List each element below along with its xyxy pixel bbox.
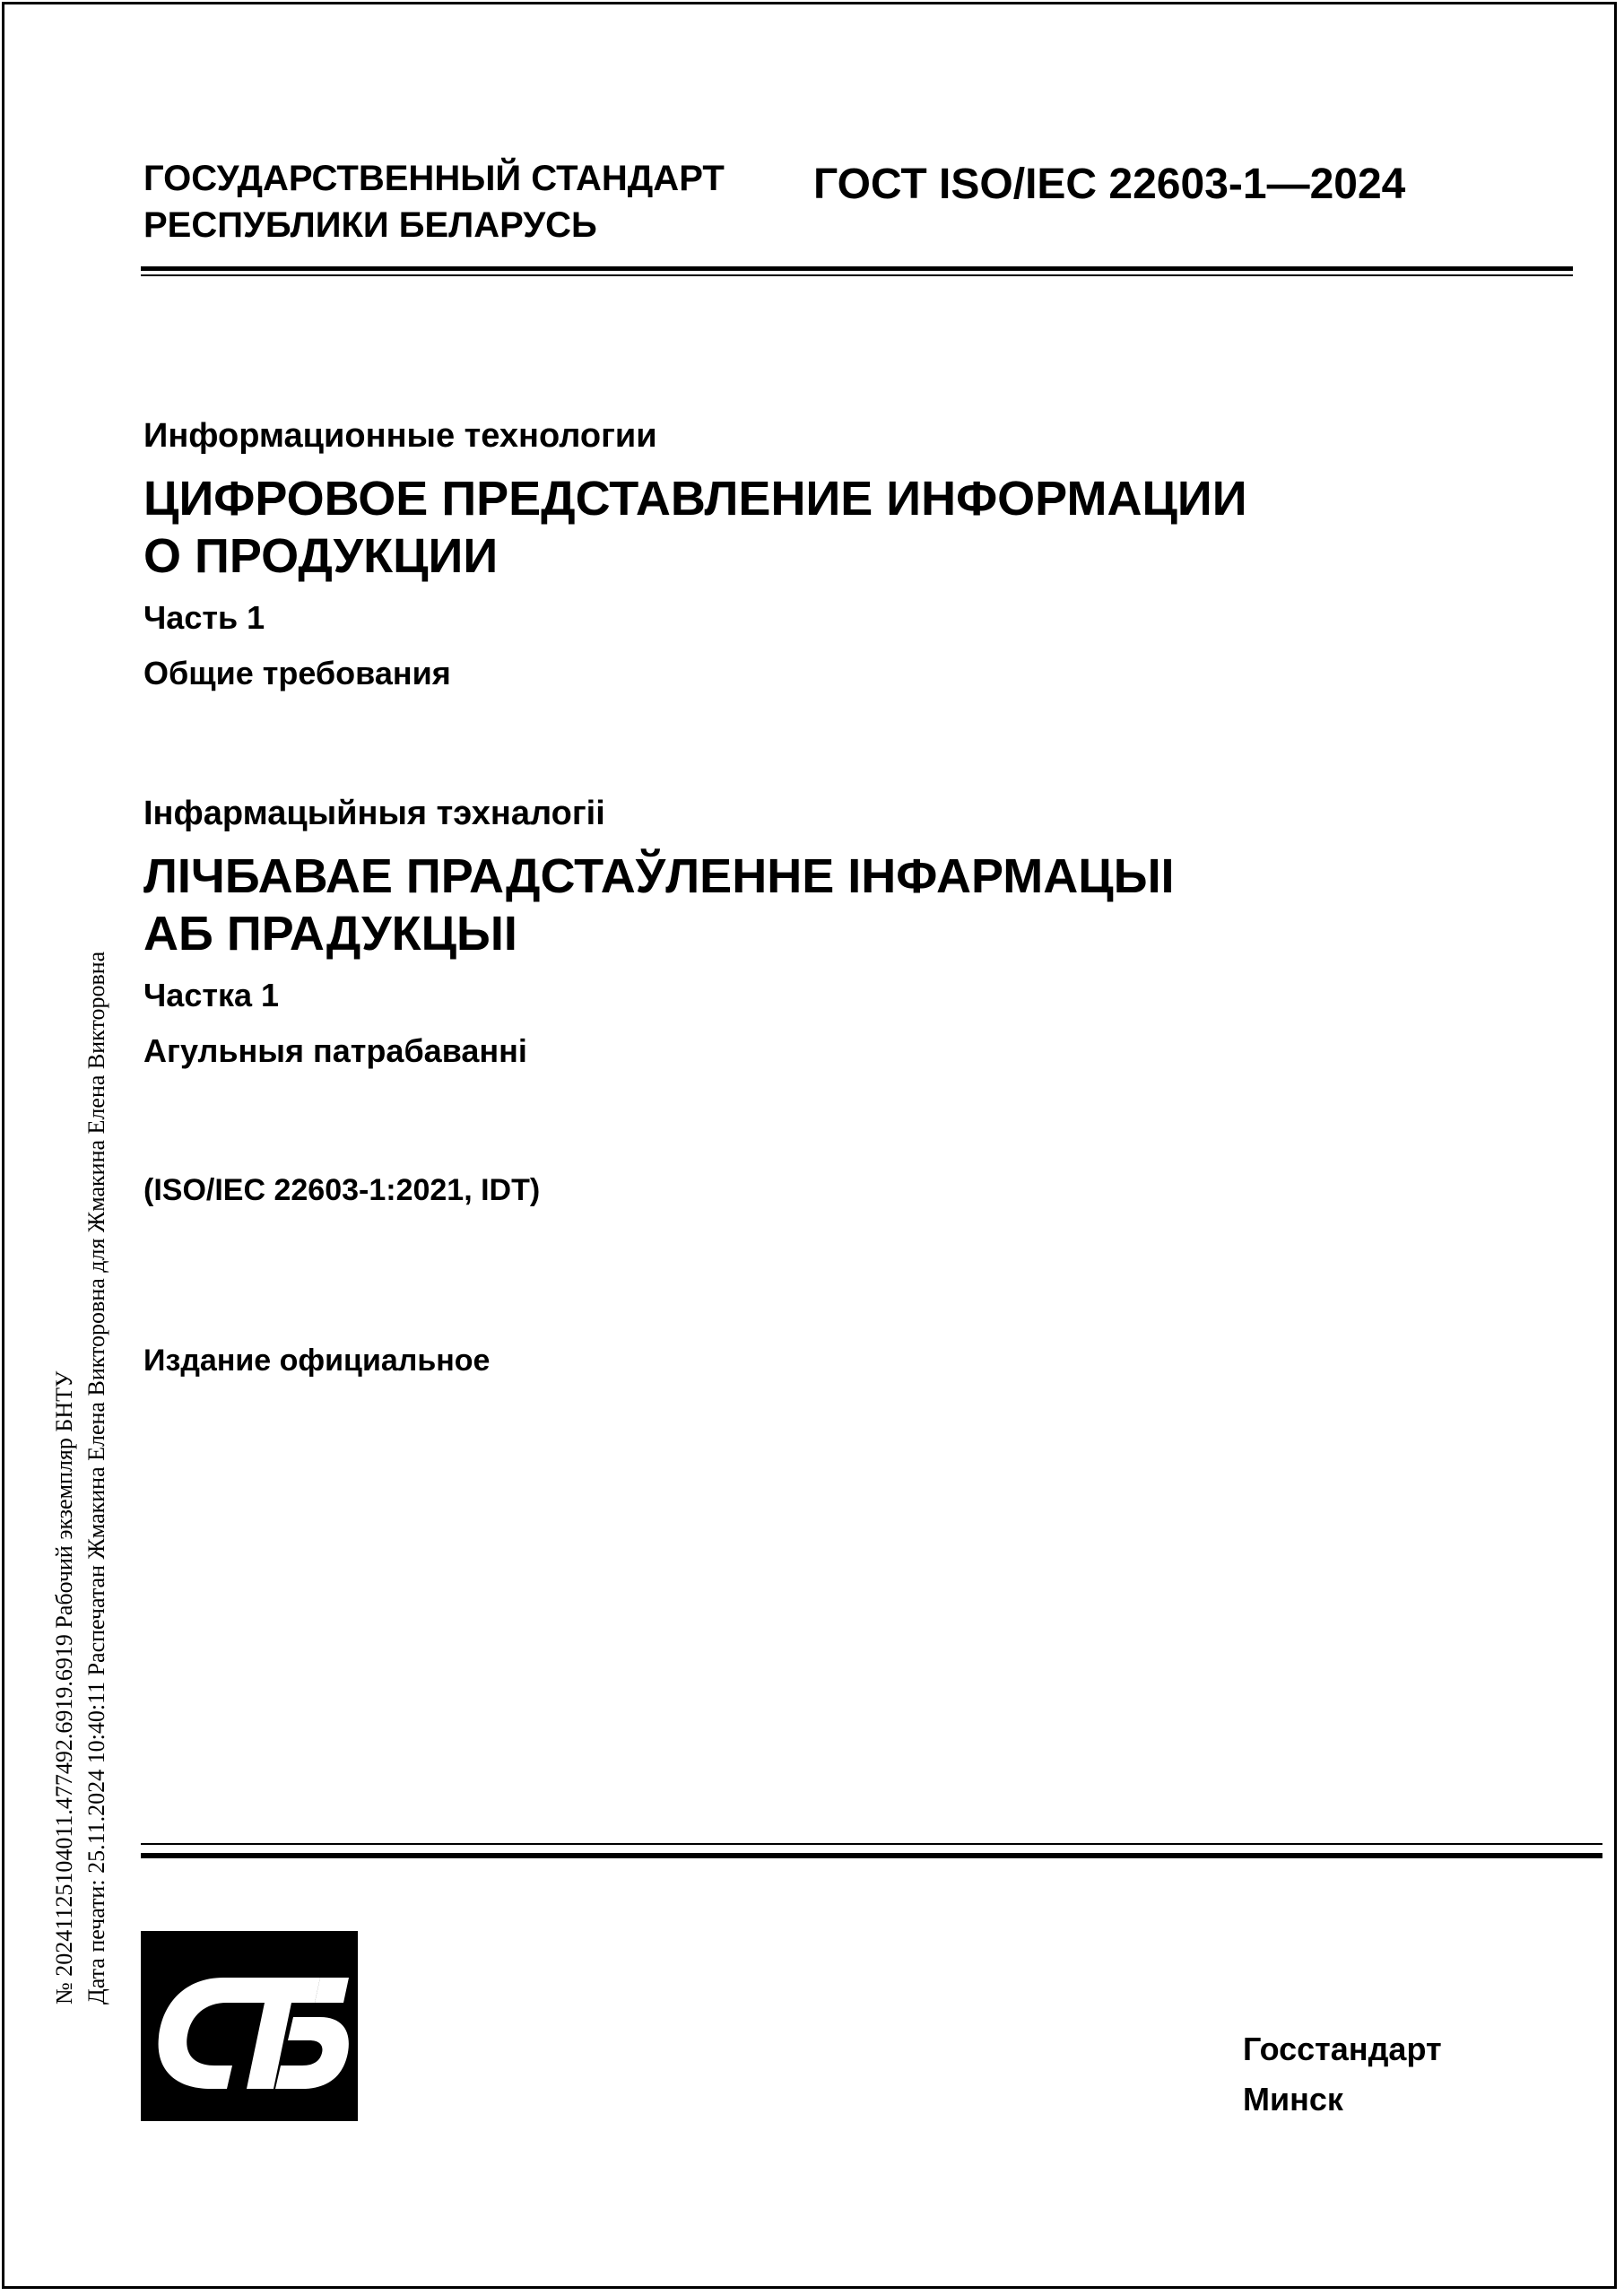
russian-field: Информационные технологии: [143, 417, 657, 455]
belarusian-title-line2: АБ ПРАДУКЦЫІ: [143, 907, 517, 961]
russian-title-block: [143, 414, 1247, 694]
footer-rule-thin: [141, 1843, 1602, 1845]
watermark-line1: № 20241125104011.477492.6919.6919 Рабочий экземпляр БНТУ: [51, 1370, 77, 2005]
standard-code: ГОСТ ISO/IEC 22603-1—2024: [813, 161, 1406, 208]
gosstandart-logo: [141, 1931, 358, 2121]
belarusian-title-block: [143, 792, 1175, 1072]
header-rule-thin: [141, 274, 1573, 276]
stb-logo-icon: [141, 1931, 358, 2121]
print-watermark: [48, 952, 113, 2005]
belarusian-field: Інфармацыйныя тэхналогіі: [143, 795, 605, 832]
belarusian-subtitle: Агульныя патрабаванні: [143, 1032, 527, 1069]
header-rule-thick: [141, 266, 1573, 271]
standard-type-line2: РЕСПУБЛИКИ БЕЛАРУСЬ: [143, 205, 597, 245]
russian-part: Часть 1: [143, 599, 265, 636]
russian-subtitle: Общие требования: [143, 655, 451, 691]
edition-note: Издание официальное: [143, 1344, 491, 1378]
standard-type-line1: ГОСУДАРСТВЕННЫЙ СТАНДАРТ: [143, 159, 725, 198]
city-name: Минск: [1243, 2081, 1343, 2118]
belarusian-title-line1: ЛІЧБАВАЕ ПРАДСТАЎЛЕННЕ ІНФАРМАЦЫІ: [143, 849, 1175, 903]
standard-type: [143, 155, 725, 248]
russian-title-line1: ЦИФРОВОЕ ПРЕДСТАВЛЕНИЕ ИНФОРМАЦИИ: [143, 472, 1247, 526]
watermark-line2: Дата печати: 25.11.2024 10:40:11 Распечатан Жмакина Елена Викторовна для Жмакина Елена Викторовна: [83, 951, 109, 2005]
footer-rule-thick: [141, 1853, 1602, 1858]
belarusian-part: Частка 1: [143, 977, 280, 1013]
organization-name: Госстандарт: [1243, 2031, 1442, 2067]
russian-title-line2: О ПРОДУКЦИИ: [143, 529, 499, 583]
iso-reference: (ISO/IEC 22603-1:2021, IDT): [143, 1173, 541, 1207]
